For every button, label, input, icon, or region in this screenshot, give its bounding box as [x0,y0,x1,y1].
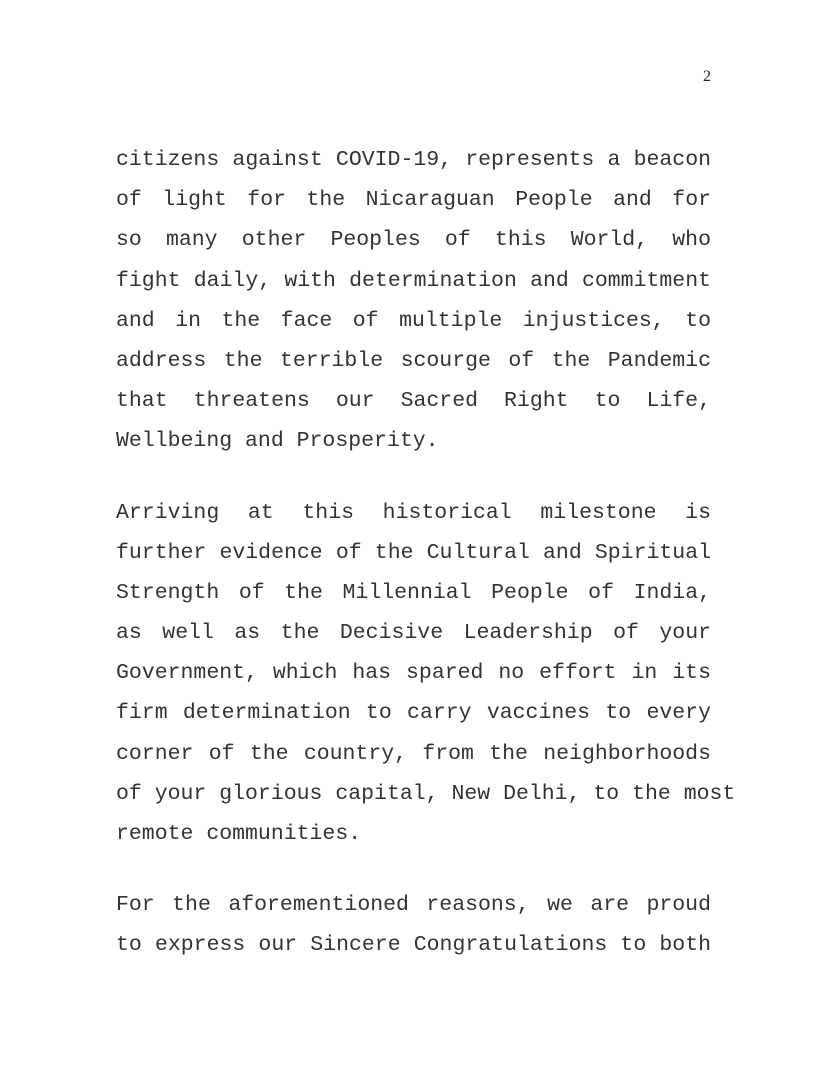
paragraph-line: that threatens our Sacred Right to Life, [116,389,711,414]
paragraph-line: so many other Peoples of this World, who [116,228,711,253]
paragraph-line: For the aforementioned reasons, we are proud [116,893,711,918]
paragraph-line: remote communities. [116,822,362,846]
letter-body [116,140,736,997]
page-number: 2 [703,68,711,85]
paragraph-line: Government, which has spared no effort in its [116,661,711,686]
paragraph-line: further evidence of the Cultural and Spiritual [116,540,711,565]
paragraph-3 [116,885,711,965]
paragraph-line: Wellbeing and Prosperity. [116,429,439,454]
paragraph-line: corner of the country, from the neighborhoods [116,741,711,766]
paragraph-line: to express our Sincere Congratulations to both [116,933,711,958]
paragraph-2 [116,493,736,855]
paragraph-line: Strength of the Millennial People of India, [116,580,711,605]
paragraph-1 [116,140,711,462]
paragraph-line: firm determination to carry vaccines to every [116,701,711,726]
paragraph-line: and in the face of multiple injustices, to [116,308,711,333]
paragraph-line: of light for the Nicaraguan People and for [116,188,711,213]
paragraph-line: citizens against COVID-19, represents a beacon [116,148,711,172]
paragraph-line: of your glorious capital, New Delhi, to the most [116,781,736,806]
paragraph-line: address the terrible scourge of the Pandemic [116,348,711,373]
paragraph-line: as well as the Decisive Leadership of your [116,621,711,646]
paragraph-line: Arriving at this historical milestone is [116,500,711,525]
paragraph-line: fight daily, with determination and commitment [116,268,711,293]
